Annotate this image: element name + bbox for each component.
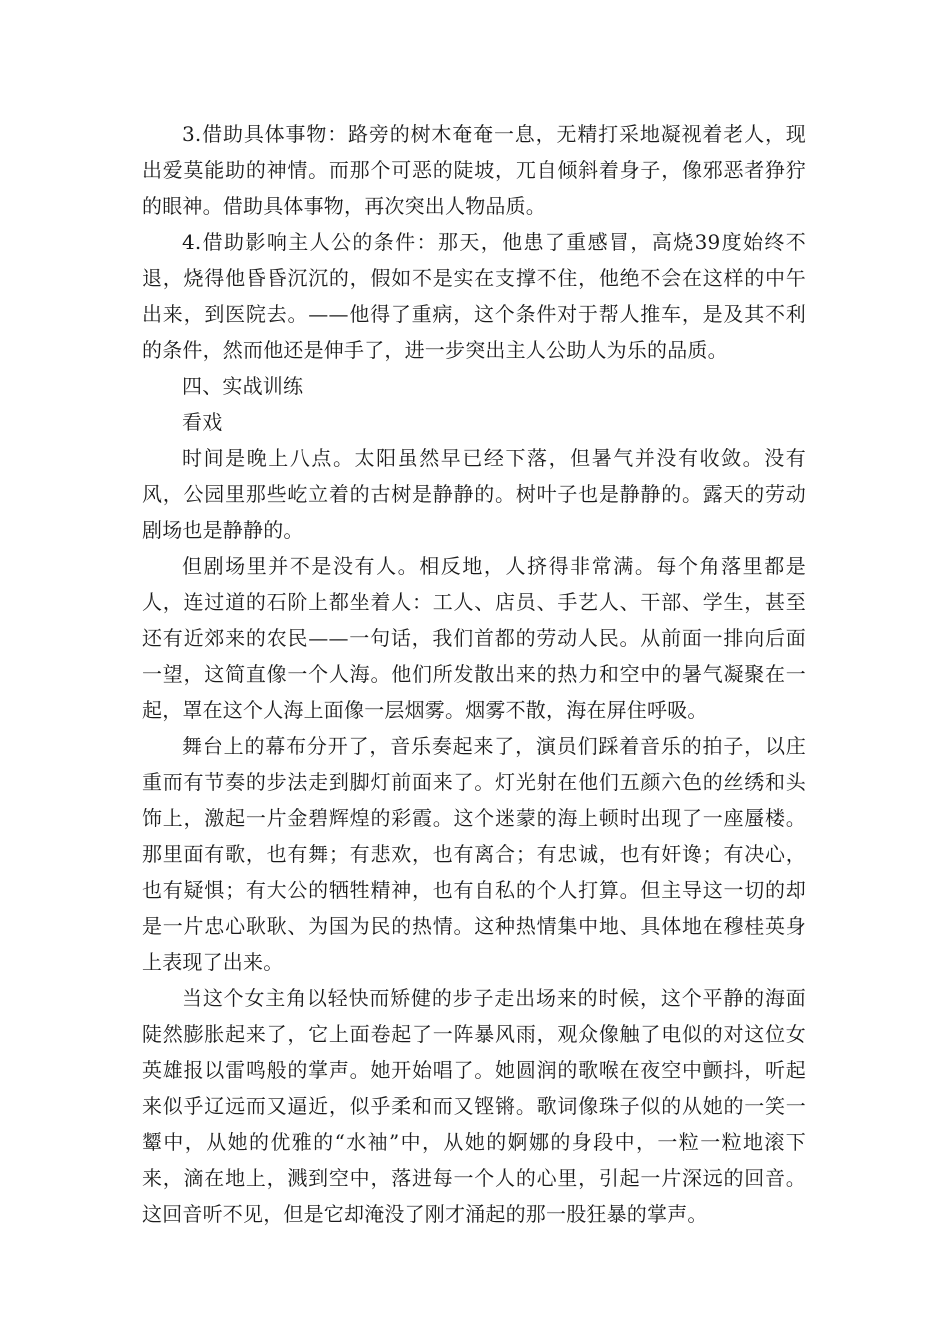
paragraph-point-3: 3.借助具体事物：路旁的树木奄奄一息，无精打采地凝视着老人，现出爱莫能助的神情。而那个可恶的陡坡，兀自倾斜着身子，像邪恶者狰狞的眼神。借助具体事物，再次突出人物品质。 [142,122,806,218]
paragraph-point-4: 4.借助影响主人公的条件：那天，他患了重感冒，高烧39度始终不退，烧得他昏昏沉沉的，假如不是实在支撑不住，他绝不会在这样的中午出来，到医院去。——他得了重病，这个条件对于帮人推车，是及其不利的条件，然而他还是伸手了，进一步突出主人公助人为乐的品质。 [142,230,806,362]
essay-paragraph-1: 时间是晚上八点。太阳虽然早已经下落，但暑气并没有收敛。没有风，公园里那些屹立着的古树是静静的。树叶子也是静静的。露天的劳动剧场也是静静的。 [142,446,806,542]
essay-title: 看戏 [182,410,223,434]
document-body [142,116,806,1232]
essay-paragraph-3: 舞台上的幕布分开了，音乐奏起来了，演员们踩着音乐的拍子，以庄重而有节奏的步法走到脚灯前面来了。灯光射在他们五颜六色的丝绣和头饰上，激起一片金碧辉煌的彩霞。这个迷蒙的海上顿时出现了一座蜃楼。那里面有歌，也有舞；有悲欢，也有离合；有忠诚，也有奸谗；有决心，也有疑惧；有大公的牺牲精神，也有自私的个人打算。但主导这一切的却是一片忠心耿耿、为国为民的热情。这种热情集中地、具体地在穆桂英身上表现了出来。 [142,734,806,974]
essay-paragraph-2: 但剧场里并不是没有人。相反地，人挤得非常满。每个角落里都是人，连过道的石阶上都坐着人：工人、店员、手艺人、干部、学生，甚至还有近郊来的农民——一句话，我们首都的劳动人民。从前面一排向后面一望，这简直像一个人海。他们所发散出来的热力和空中的暑气凝聚在一起，罩在这个人海上面像一层烟雾。烟雾不散，海在屏住呼吸。 [142,554,806,722]
essay-paragraph-4: 当这个女主角以轻快而矫健的步子走出场来的时候，这个平静的海面陡然膨胀起来了，它上面卷起了一阵暴风雨，观众像触了电似的对这位女英雄报以雷鸣般的掌声。她开始唱了。她圆润的歌喉在夜空中颤抖，听起来似乎辽远而又逼近，似乎柔和而又铿锵。歌词像珠子似的从她的一笑一颦中，从她的优雅的“水袖”中，从她的婀娜的身段中，一粒一粒地滚下来，滴在地上，溅到空中，落进每一个人的心里，引起一片深远的回音。这回音听不见，但是它却淹没了刚才涌起的那一股狂暴的掌声。 [142,986,806,1226]
section-heading: 四、实战训练 [182,374,304,398]
